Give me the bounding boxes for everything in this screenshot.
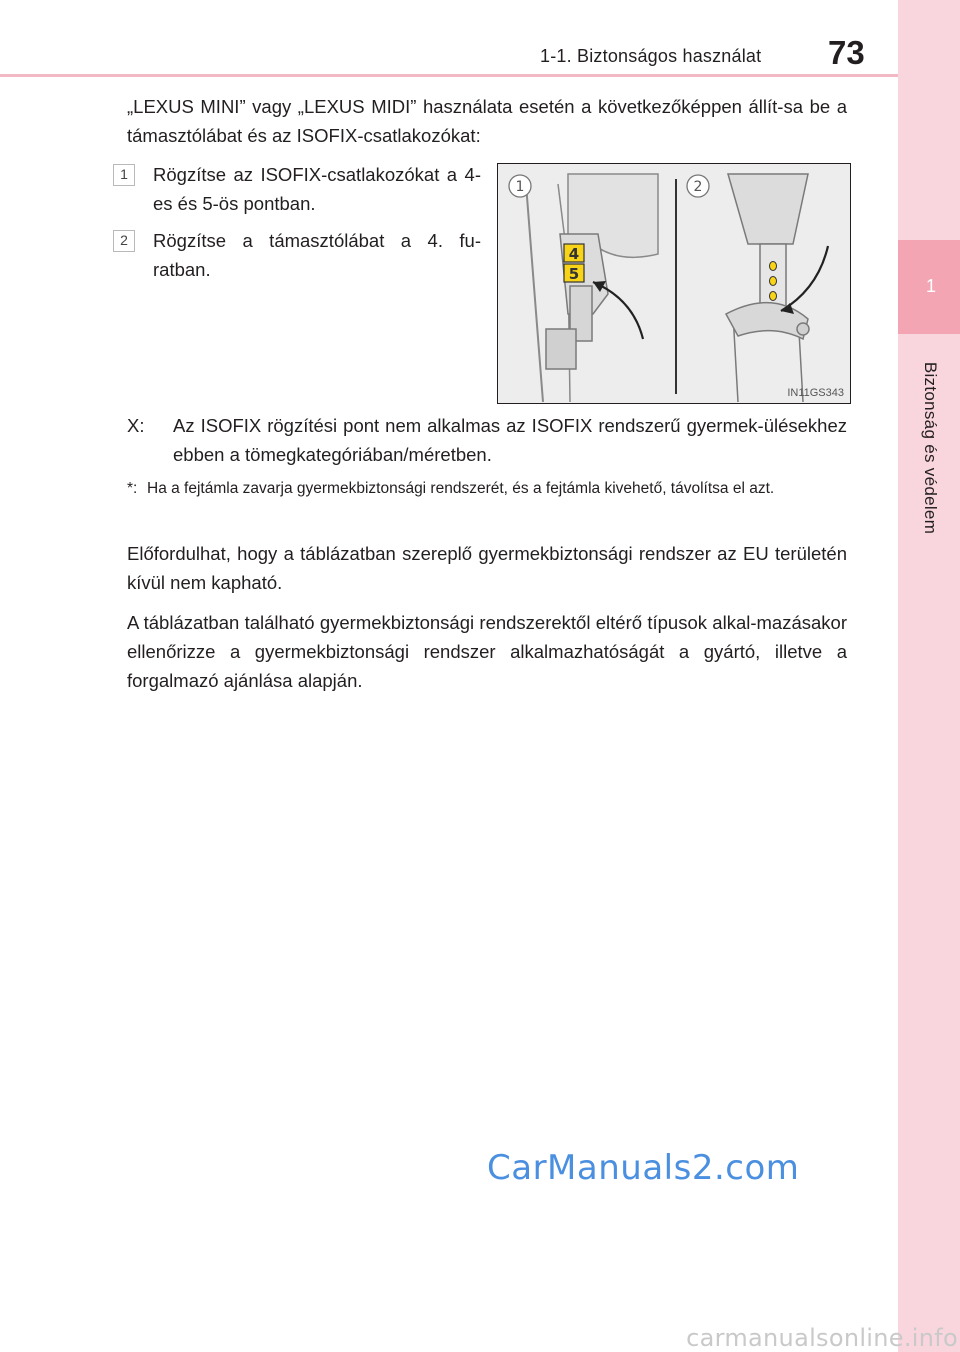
chapter-number: 1 (925, 276, 936, 296)
point-label-4: 4 (568, 245, 580, 263)
chapter-title: Biztonság és védelem (921, 361, 940, 535)
note-x-label: X: (127, 415, 145, 436)
step-2 (113, 226, 481, 284)
step-1 (113, 160, 481, 218)
paragraph-availability: Előfordulhat, hogy a táblázatban szereplő gyermekbiztonsági rendszer az EU területén kívül nem kapható. (127, 543, 847, 593)
header-divider (0, 74, 898, 77)
footnote-label: *: (127, 480, 138, 497)
step-text-1: Rögzítse az ISOFIX-csatlakozókat a 4-es és 5-ös pontban. (153, 164, 481, 214)
footnote (127, 476, 847, 501)
step-marker-2: 2 (113, 230, 135, 252)
watermark-center[interactable]: CarManuals2.com (487, 1148, 800, 1188)
paragraph-compatibility: A táblázatban található gyermekbiztonsági rendszerektől eltérő típusok alkal-mazásakor ellenőrizze a gyermekbiztonsági rendszer alkalmazhatóságát a gyártó, illetve a forgalmazó ajánlása alapján. (127, 612, 847, 691)
figure-code: IN11GS343 (787, 387, 844, 399)
watermark-corner[interactable]: carmanualsonline.info (686, 1324, 958, 1352)
intro-paragraph: „LEXUS MINI” vagy „LEXUS MIDI” használata esetén a következőképpen állít-sa be a támasztólábat és az ISOFIX-csatlakozókat: (127, 96, 847, 146)
chapter-side-tab (898, 0, 960, 1352)
step-text-2: Rögzítse a támasztólábat a 4. fu-ratban. (153, 230, 481, 280)
callout-1: 1 (515, 179, 525, 195)
page-number: 73 (828, 34, 865, 71)
section-title: 1-1. Biztonságos használat (540, 46, 762, 66)
footnote-text: Ha a fejtámla zavarja gyermekbiztonsági rendszerét, és a fejtámla kivehető, távolítsa el azt. (147, 480, 775, 497)
note-x-text: Az ISOFIX rögzítési pont nem alkalmas az ISOFIX rendszerű gyermek-ülésekhez ebben a tömegkategóriában/méretben. (173, 415, 847, 465)
note-x (127, 411, 847, 469)
callout-2: 2 (693, 179, 703, 195)
step-marker-1: 1 (113, 164, 135, 186)
isofix-illustration (497, 163, 851, 404)
isofix-drawing (498, 164, 849, 402)
point-label-5: 5 (568, 265, 580, 283)
